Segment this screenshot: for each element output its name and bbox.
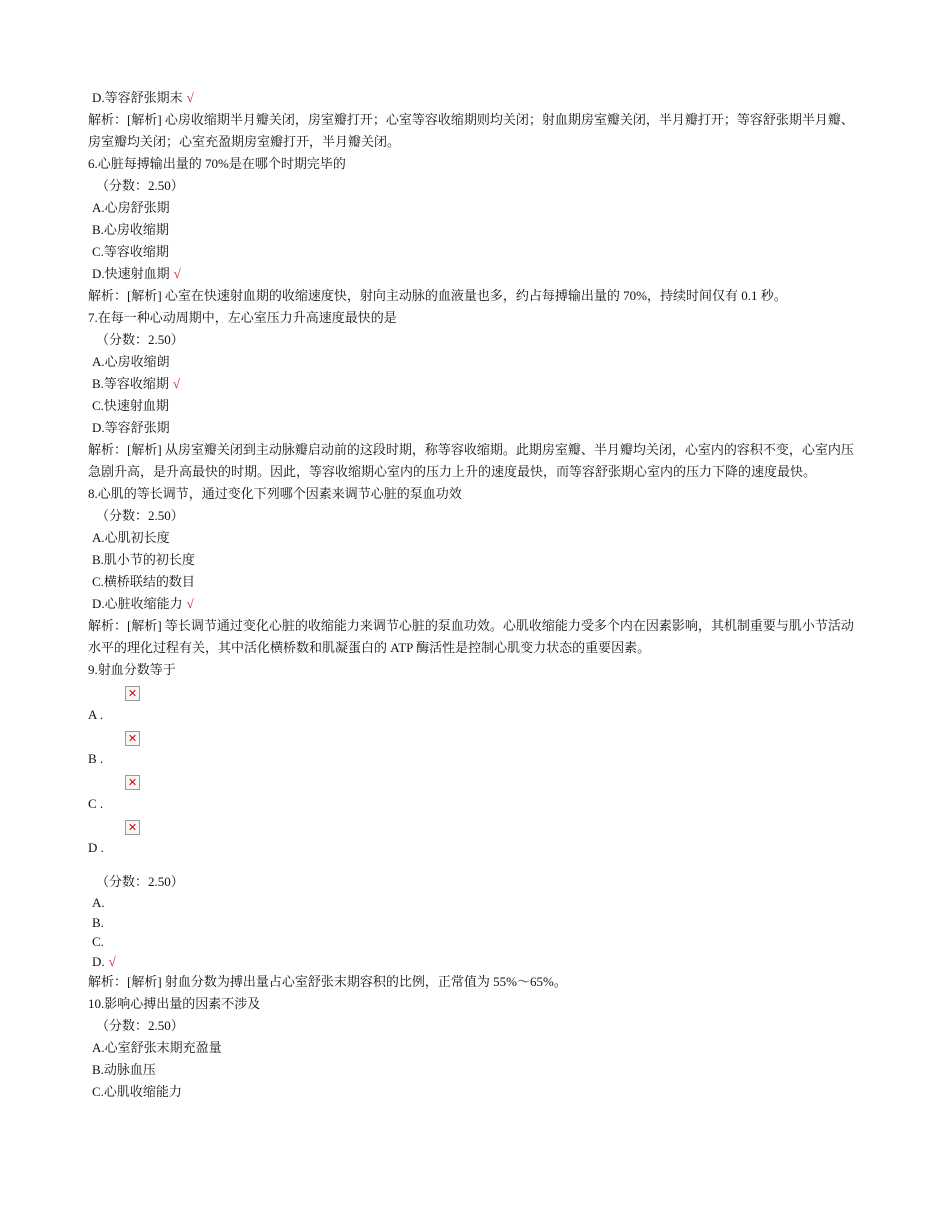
- q7-question: 7.在每一种心动周期中，左心室压力升高速度最快的是: [88, 310, 397, 325]
- q6-option-c: C.等容收缩期: [92, 244, 169, 259]
- q6-option-a: A.心房舒张期: [92, 200, 170, 215]
- q8-question: 8.心肌的等长调节，通过变化下列哪个因素来调节心脏的泵血功效: [88, 486, 462, 501]
- q8-option-b: B.肌小节的初长度: [92, 552, 195, 567]
- q8-analysis: 解析：[解析] 等长调节通过变化心脏的收缩能力来调节心脏的泵血功效。心肌收缩能力受多个内在因素影响，其机制重要与肌小节活动水平的理化过程有关，其中活化横桥数和肌凝蛋白的 ATP 酶活性是控制心肌变力状态的重要因素。: [88, 618, 854, 655]
- spacer: [88, 859, 863, 871]
- q10-option-c: C.心肌收缩能力: [92, 1084, 182, 1099]
- q6-option-d: D.快速射血期 √: [92, 266, 181, 281]
- correct-check-icon: √: [186, 90, 194, 105]
- q9-option-a: A.: [92, 895, 105, 910]
- broken-image-icon: ✕: [125, 820, 140, 835]
- q9-image-option-c: [88, 770, 863, 815]
- q6-option-b: B.心房收缩期: [92, 222, 169, 237]
- q9-image-option-label: A .: [88, 706, 104, 722]
- q7-analysis: 解析：[解析] 从房室瓣关闭到主动脉瓣启动前的这段时期，称等容收缩期。此期房室瓣、半月瓣均关闭，心室内的容积不变，心室内压急剧升高，是升高最快的时期。因此，等容收缩期心室内的压力上升的速度最快，而等容舒张期心室内的压力下降的速度最快。: [88, 442, 854, 479]
- q10-question: 10.影响心搏出量的因素不涉及: [88, 996, 261, 1011]
- q7-score: （分数：2.50）: [96, 332, 184, 347]
- q10-option-a: A.心室舒张末期充盈量: [92, 1040, 222, 1055]
- q6-question: 6.心脏每搏输出量的 70%是在哪个时期完毕的: [88, 156, 346, 171]
- q6-score: （分数：2.50）: [96, 178, 184, 193]
- broken-image-icon: ✕: [125, 731, 140, 746]
- correct-check-icon: √: [186, 596, 194, 611]
- q9-image-option-a: [88, 681, 863, 726]
- q7-option-d: D.等容舒张期: [92, 420, 170, 435]
- q8-option-d: D.心脏收缩能力 √: [92, 596, 194, 611]
- q9-option-b: B.: [92, 914, 104, 930]
- q5-option-d: D.等容舒张期末 √: [92, 90, 194, 105]
- q8-option-a: A.心肌初长度: [92, 530, 170, 545]
- q9-question: 9.射血分数等于: [88, 662, 176, 677]
- correct-check-icon: √: [172, 376, 181, 391]
- q10-option-b: B.动脉血压: [92, 1062, 156, 1077]
- q9-option-c: C.: [92, 934, 104, 949]
- q6-analysis: 解析：[解析] 心室在快速射血期的收缩速度快，射向主动脉的血液量也多，约占每搏输出量的 70%，持续时间仅有 0.1 秒。: [88, 288, 787, 303]
- q7-option-b: B.等容收缩期 √: [92, 376, 181, 391]
- q9-image-option-label: B .: [88, 751, 104, 766]
- q7-option-c: C.快速射血期: [92, 398, 169, 413]
- q9-image-option-b: [88, 726, 863, 771]
- q9-image-option-label: D .: [88, 840, 104, 855]
- broken-image-icon: ✕: [125, 775, 140, 790]
- q5-analysis: 解析：[解析] 心房收缩期半月瓣关闭，房室瓣打开；心室等容收缩期则均关闭；射血期房室瓣关闭，半月瓣打开；等容舒张期半月瓣、房室瓣均关闭；心室充盈期房室瓣打开，半月瓣关闭。: [88, 112, 854, 149]
- correct-check-icon: √: [173, 266, 181, 281]
- q9-image-option-label: C .: [88, 795, 104, 811]
- broken-image-icon: ✕: [125, 686, 140, 701]
- exam-document: [88, 87, 863, 1103]
- q9-image-option-d: [88, 815, 863, 860]
- q10-score: （分数：2.50）: [96, 1018, 184, 1033]
- q9-score: （分数：2.50）: [96, 874, 184, 889]
- q7-option-a: A.心房收缩朗: [92, 354, 170, 369]
- correct-check-icon: √: [108, 953, 116, 969]
- q8-option-c: C.横桥联结的数目: [92, 574, 195, 589]
- q8-score: （分数：2.50）: [96, 508, 184, 523]
- q9-option-d: D. √: [92, 953, 116, 969]
- q9-analysis: 解析：[解析] 射血分数为搏出量占心室舒张末期容积的比例，正常值为 55%～65%。: [88, 974, 567, 989]
